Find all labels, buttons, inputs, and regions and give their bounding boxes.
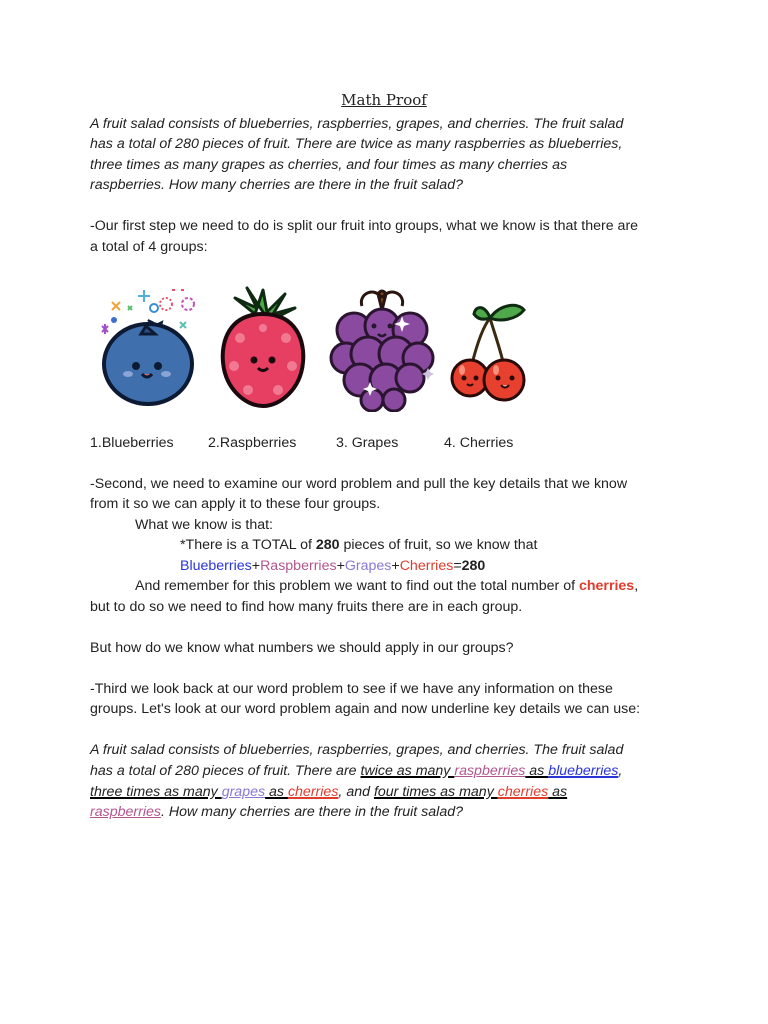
up-as: as	[525, 763, 549, 779]
up-and: and	[342, 784, 374, 800]
up-four: four times as many	[373, 784, 498, 800]
grapes-icon	[326, 282, 438, 412]
step2-line: from it so we can apply it to these four groups.	[90, 496, 381, 512]
up-as: as	[548, 784, 568, 800]
blueberry-icon	[92, 282, 204, 412]
step2-line: -Second, we need to examine our word problem and pull the key details that we know	[90, 476, 628, 492]
up-twice: twice as many	[360, 763, 455, 779]
total-prefix: *There is a TOTAL of	[180, 537, 316, 553]
up-comma: ,	[618, 763, 623, 779]
step1-line: -Our first step we need to do is split our fruit into groups, what we know is that there are	[90, 218, 639, 234]
problem-line: A fruit salad consists of blueberries, raspberries, grapes, and cherries. The fruit salad	[90, 116, 624, 132]
equation-line	[180, 556, 485, 576]
up-cherries: cherries	[497, 784, 549, 800]
eq-total: 280	[461, 558, 486, 574]
group-label-raspberries: 2.Raspberries	[208, 435, 297, 451]
cherries-icon	[446, 282, 536, 412]
raspberry-icon	[210, 282, 316, 412]
group-label-blueberries: 1.Blueberries	[90, 435, 174, 451]
up-comma: ,	[338, 784, 343, 800]
group-label-cherries: 4. Cherries	[444, 435, 514, 451]
total-line	[180, 535, 538, 555]
remember-cherries: cherries	[578, 578, 635, 594]
eq-blueberries: Blueberries	[180, 558, 252, 574]
remember-suffix: ,	[634, 578, 639, 594]
underlined-problem-line	[90, 782, 567, 802]
what-we-know: What we know is that:	[135, 517, 273, 533]
remember-line	[135, 576, 638, 596]
up-text: has a total of 280 pieces of fruit. There are	[90, 763, 361, 779]
up-grapes: grapes	[221, 784, 266, 800]
eq-raspberries: Raspberries	[260, 558, 337, 574]
underlined-problem-line	[90, 802, 463, 822]
eq-plus: +	[251, 558, 261, 574]
total-value: 280	[315, 537, 340, 553]
remember-line-2: but to do so we need to find how many fruits there are in each group.	[90, 599, 523, 615]
total-suffix: pieces of fruit, so we know that	[339, 537, 538, 553]
eq-grapes: Grapes	[344, 558, 392, 574]
up-raspberries: raspberries	[90, 804, 161, 820]
up-raspberries: raspberries	[454, 763, 526, 779]
remember-prefix: And remember for this problem we want to find out the total number of	[135, 578, 579, 594]
up-three: three times as many	[90, 784, 222, 800]
group-label-grapes: 3. Grapes	[336, 435, 399, 451]
problem-line: has a total of 280 pieces of fruit. There are twice as many raspberries as blueberries,	[90, 136, 623, 152]
step3-line: groups. Let's look at our word problem again and now underline key details we can use:	[90, 701, 641, 717]
up-cherries: cherries	[287, 784, 339, 800]
up-as: as	[265, 784, 288, 800]
problem-line: three times as many grapes as cherries, and four times as many cherries as	[90, 157, 568, 173]
eq-plus: +	[336, 558, 345, 574]
step3-line: -Third we look back at our word problem to see if we have any information on these	[90, 681, 613, 697]
up-blueberries: blueberries	[548, 763, 619, 779]
page-title: Math Proof	[341, 91, 427, 109]
underlined-problem-line: A fruit salad consists of blueberries, raspberries, grapes, and cherries. The fruit salad	[90, 742, 624, 758]
step1-line: a total of 4 groups:	[90, 239, 208, 255]
question-line: But how do we know what numbers we should apply in our groups?	[90, 640, 514, 656]
eq-equals: =	[453, 558, 462, 574]
problem-line: raspberries. How many cherries are there in the fruit salad?	[90, 177, 463, 193]
up-end: . How many cherries are there in the fruit salad?	[160, 804, 463, 820]
underlined-problem-line	[90, 761, 622, 781]
eq-plus: +	[391, 558, 400, 574]
eq-cherries: Cherries	[399, 558, 454, 574]
